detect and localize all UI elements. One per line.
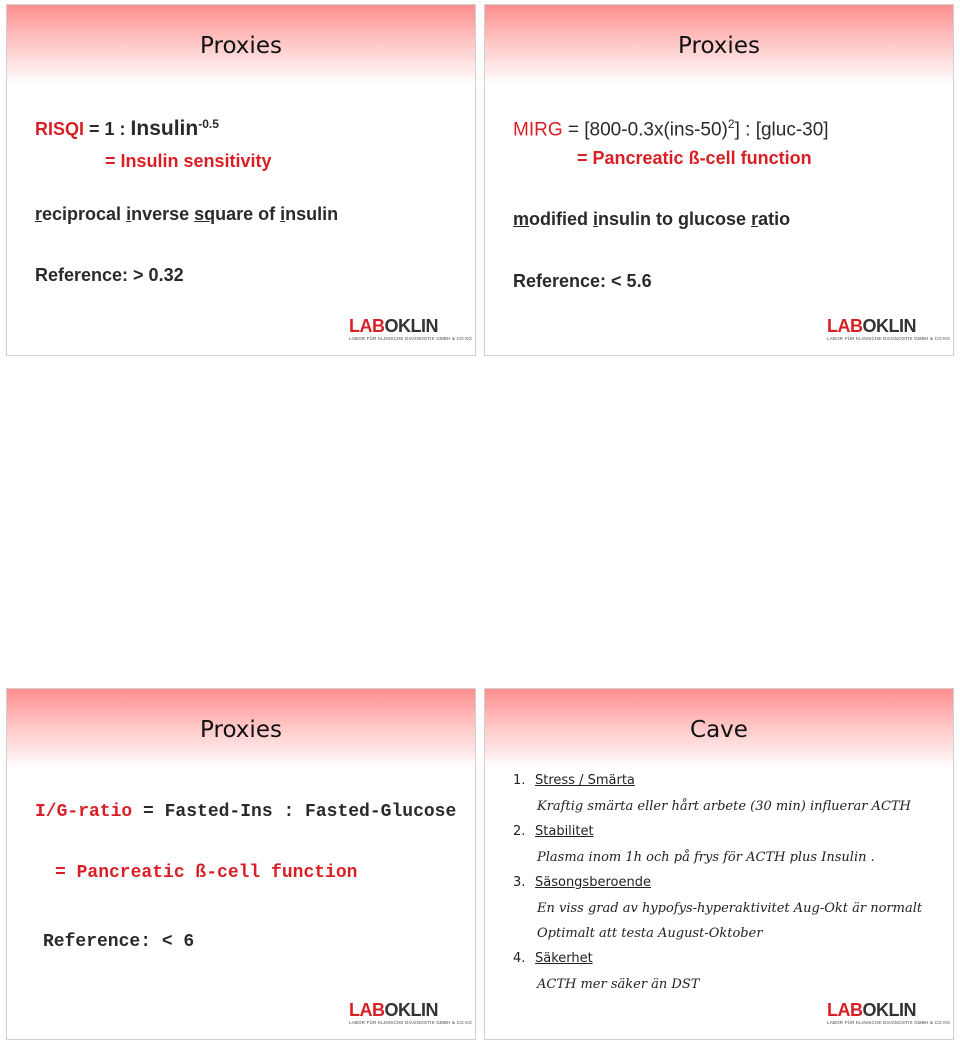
exp-r: r [35, 204, 43, 224]
exp-m: m [513, 209, 530, 229]
formula-meaning: = Pancreatic ß-cell function [577, 148, 812, 168]
list-item-number: 4. [513, 951, 526, 966]
exp-t4: nsulin [285, 204, 339, 224]
exp-t4: atio [758, 209, 791, 229]
formula-exponent: -0.5 [198, 117, 219, 131]
exp-sq: sq [194, 204, 216, 224]
list-item-label: Stabilitet [535, 824, 594, 839]
formula-expansion [513, 209, 790, 230]
list-item-label: Stress / Smärta [535, 773, 635, 788]
slide-title: Proxies [200, 33, 282, 59]
logo-klin: OKLIN [384, 316, 438, 336]
formula-part-a: = [800-0.3x(ins-50) [562, 119, 728, 141]
slide-title: Proxies [200, 717, 282, 743]
list-item [513, 824, 594, 839]
formula-label: MIRG [513, 119, 563, 141]
slide-cave [484, 688, 954, 1040]
formula-label: I/G-ratio [35, 802, 133, 822]
logo-tagline: LABOR FÜR KLINISCHE DIAGNOSTIK GMBH & CO KG [349, 336, 473, 341]
list-item-detail: Kraftig smärta eller hårt arbete (30 min) influerar ACTH [537, 799, 911, 814]
list-item-label: Säsongsberoende [535, 875, 651, 890]
formula [35, 117, 219, 141]
exp-t1: eciprocal [42, 204, 127, 224]
list-item-detail: En viss grad av hypofys-hyperaktivitet Aug-Okt är normalt [537, 901, 923, 916]
reference: Reference: < 6 [43, 932, 195, 952]
laboklin-logo [827, 1000, 951, 1025]
slide-ig-ratio [6, 688, 476, 1040]
laboklin-logo [827, 316, 951, 341]
logo-tagline: LABOR FÜR KLINISCHE DIAGNOSTIK GMBH & CO KG [827, 1020, 951, 1025]
logo-lab: LAB [349, 316, 385, 336]
list-item-detail: Optimalt att testa August-Oktober [537, 926, 763, 941]
formula [35, 802, 456, 822]
exp-t2: nverse [131, 204, 195, 224]
list-item [513, 773, 635, 788]
exp-t2: nsulin to [598, 209, 679, 229]
formula [513, 117, 829, 141]
logo-klin: OKLIN [862, 316, 916, 336]
formula-label: RISQI [35, 119, 85, 139]
exp-g: g [678, 209, 690, 229]
slide-title: Cave [690, 717, 748, 743]
laboklin-logo [349, 316, 473, 341]
exp-i: i [126, 204, 132, 224]
formula-exponent: 2 [727, 117, 735, 131]
logo-lab: LAB [827, 316, 863, 336]
exp-r: r [751, 209, 759, 229]
slide-mirg [484, 4, 954, 356]
exp-i: i [593, 209, 599, 229]
list-item-number: 2. [513, 824, 526, 839]
list-item [513, 951, 593, 966]
list-item-detail: Plasma inom 1h och på frys för ACTH plus Insulin . [537, 850, 875, 865]
exp-t3: lucose [689, 209, 752, 229]
logo-tagline: LABOR FÜR KLINISCHE DIAGNOSTIK GMBH & CO KG [349, 1020, 473, 1025]
formula-part-b: ] : [gluc-30] [734, 119, 829, 141]
logo-lab: LAB [349, 1000, 385, 1020]
formula-meaning: = Pancreatic ß-cell function [55, 863, 358, 883]
exp-t3: uare of [215, 204, 281, 224]
logo-tagline: LABOR FÜR KLINISCHE DIAGNOSTIK GMBH & CO KG [827, 336, 951, 341]
reference: Reference: > 0.32 [35, 265, 184, 285]
reference: Reference: < 5.6 [513, 271, 652, 291]
logo-klin: OKLIN [384, 1000, 438, 1020]
slide-title: Proxies [678, 33, 760, 59]
exp-i2: i [280, 204, 286, 224]
logo-klin: OKLIN [862, 1000, 916, 1020]
formula-expansion [35, 204, 338, 225]
exp-t1: odified [529, 209, 594, 229]
laboklin-logo [349, 1000, 473, 1025]
list-item [513, 875, 651, 890]
logo-lab: LAB [827, 1000, 863, 1020]
slide-risqi [6, 4, 476, 356]
list-item-label: Säkerhet [535, 951, 593, 966]
list-item-number: 3. [513, 875, 526, 890]
formula-rest: = Fasted-Ins : Fasted-Glucose [132, 802, 457, 822]
list-item-number: 1. [513, 773, 526, 788]
formula-rest: 1 : [104, 119, 131, 139]
formula-insulin: Insulin [130, 117, 199, 140]
formula-meaning: = Insulin sensitivity [105, 151, 272, 171]
list-item-detail: ACTH mer säker än DST [537, 977, 700, 992]
formula-equals: = [84, 119, 105, 139]
